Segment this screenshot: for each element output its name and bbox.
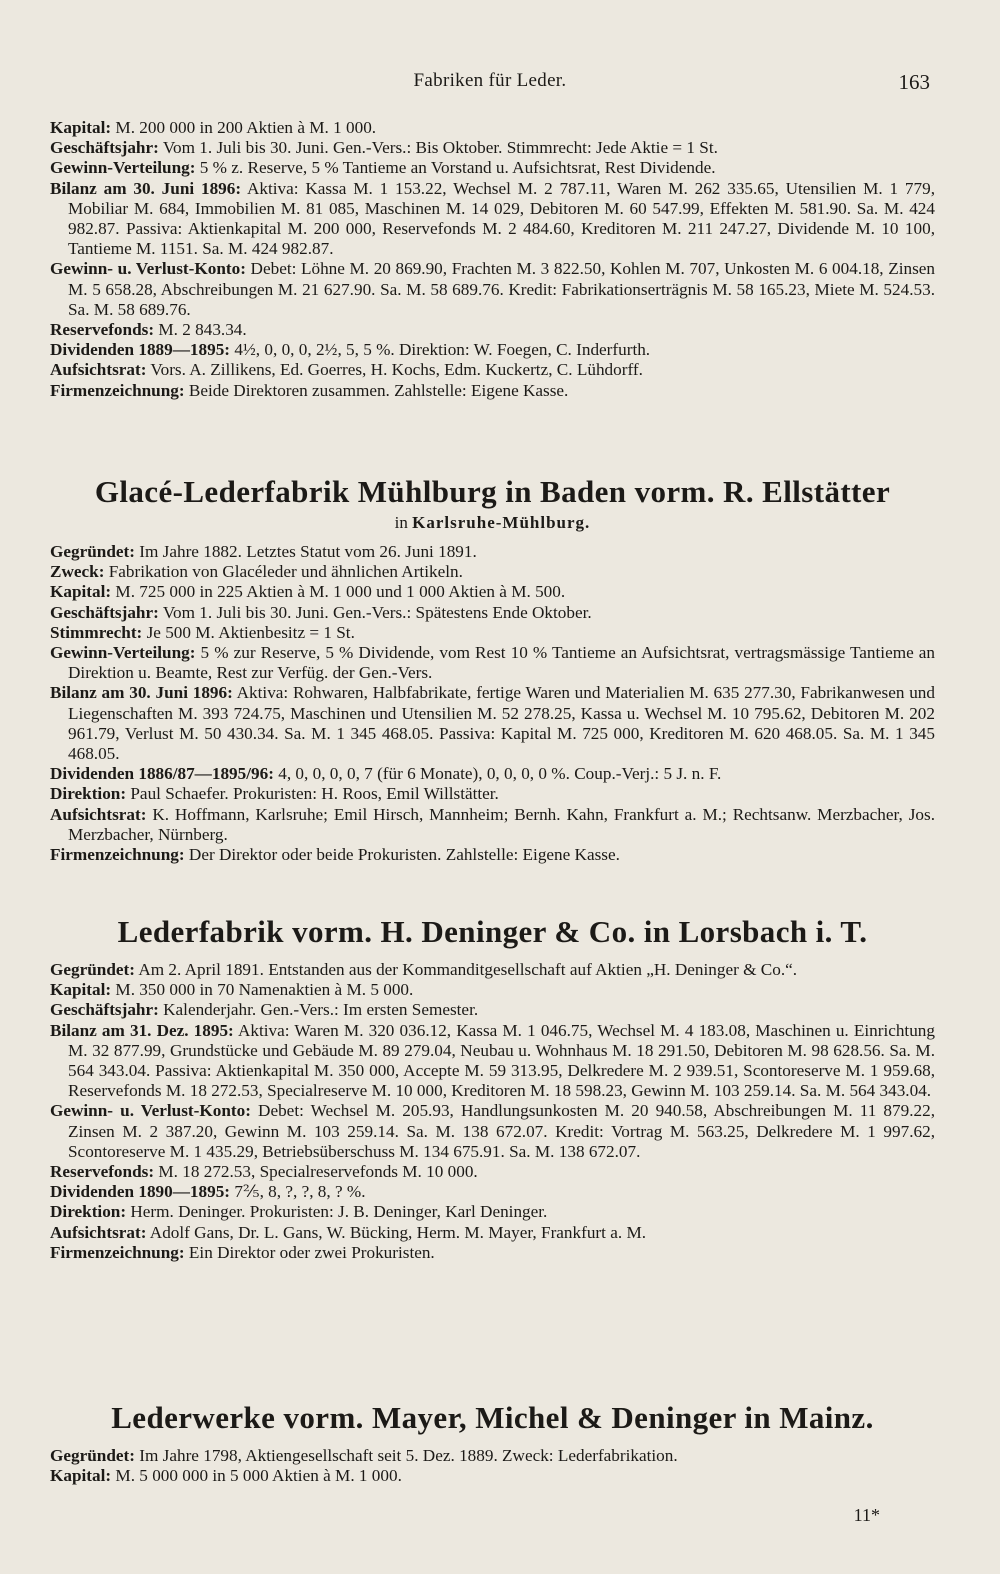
entry-text: Herm. Deninger. Prokuristen: J. B. Deninger, Karl Deninger. xyxy=(126,1202,548,1222)
entry-text: 4½, 0, 0, 0, 2½, 5, 5 %. Direktion: W. Foegen, C. Inderfurth. xyxy=(230,340,651,360)
entry-label: Bilanz am 31. Dez. 1895: xyxy=(50,1020,234,1040)
entry-label: Direktion: xyxy=(50,1202,127,1222)
entry-text: 5 % zur Reserve, 5 % Dividende, vom Rest 10 % Tantieme an Aufsichtsrat, vertragsmässige Tantieme an Direktion u. Beamte, Rest zur Verfüg. der Gen.-Vers. xyxy=(68,643,935,683)
entry-paragraph xyxy=(50,320,935,340)
entry-paragraph xyxy=(50,259,935,320)
company-location xyxy=(50,513,935,533)
entry-text: Im Jahre 1798, Aktiengesellschaft seit 5. Dez. 1889. Zweck: Lederfabrikation. xyxy=(134,1446,678,1465)
entry-paragraph xyxy=(50,542,935,562)
entry-paragraph xyxy=(50,960,935,980)
entry-paragraph xyxy=(50,1243,935,1263)
company-title: Lederfabrik vorm. H. Deninger & Co. in Lorsbach i. T. xyxy=(117,914,868,949)
entry-text: 5 % z. Reserve, 5 % Tantieme an Vorstand u. Aufsichtsrat, Rest Dividende. xyxy=(195,158,716,178)
entry-text: K. Hoffmann, Karlsruhe; Emil Hirsch, Mannheim; Bernh. Kahn, Frankfurt a. M.; Rechtsanw. Merzbacher, Jos. Merzbacher, Nürnberg. xyxy=(68,804,935,844)
entry-paragraph xyxy=(50,623,935,643)
entry-label: Gegründet: xyxy=(50,542,135,561)
entry-text: Je 500 M. Aktienbesitz = 1 St. xyxy=(142,622,355,642)
entry-paragraph xyxy=(50,138,935,158)
entry-label: Stimmrecht: xyxy=(50,622,143,642)
entry-label: Bilanz am 30. Juni 1896: xyxy=(50,178,242,198)
entry-label: Geschäftsjahr: xyxy=(50,1000,159,1020)
entry-label: Bilanz am 30. Juni 1896: xyxy=(50,683,233,703)
entry-label: Dividenden 1889—1895: xyxy=(50,340,231,360)
entry-paragraph xyxy=(50,582,935,602)
entry-label: Gewinn-Verteilung: xyxy=(50,643,196,663)
entry-paragraph xyxy=(50,643,935,683)
entry-text: M. 5 000 000 in 5 000 Aktien à M. 1 000. xyxy=(111,1466,402,1486)
location-prefix: in xyxy=(394,513,408,532)
entry-paragraph xyxy=(50,1223,935,1243)
location-name: Karlsruhe-Mühlburg. xyxy=(412,513,591,532)
running-title: Fabriken für Leder. xyxy=(413,70,567,91)
entry-paragraph xyxy=(50,381,935,401)
entry-label: Direktion: xyxy=(50,784,127,804)
entry-text: M. 18 272.53, Specialreservefonds M. 10 000. xyxy=(154,1162,478,1182)
entry-paragraph xyxy=(50,179,935,260)
entry-label: Reservefonds: xyxy=(50,320,155,340)
entry-text: Paul Schaefer. Prokuristen: H. Roos, Emil Willstätter. xyxy=(126,784,499,804)
entry-text: Im Jahre 1882. Letztes Statut vom 26. Juni 1891. xyxy=(134,542,477,561)
entry-label: Gewinn- u. Verlust-Konto: xyxy=(50,259,246,279)
entry-paragraph xyxy=(50,360,935,380)
entry-text: M. 2 843.34. xyxy=(154,320,247,340)
entry-label: Kapital: xyxy=(50,1466,112,1486)
entry-text: Der Direktor oder beide Prokuristen. Zahlstelle: Eigene Kasse. xyxy=(184,845,620,865)
entry-paragraph xyxy=(50,1101,935,1162)
entry-paragraph xyxy=(50,1466,935,1486)
entry-label: Geschäftsjahr: xyxy=(50,602,159,622)
entry-label: Firmenzeichnung: xyxy=(50,380,185,400)
entry-text: Aktiva: Waren M. 320 036.12, Kassa M. 1 046.75, Wechsel M. 4 183.08, Maschinen u. Einrichtung M. 32 877.99, Grundstücke und Gebäude M. 89 279.04, Neubau u. Wohnhaus M. 18 291.50, Debitoren M. 98 628.56. Sa. M. 564 343.04. Passiva: Aktienkapital M. 350 000, Accepte M. 59 313.95, Delkredere M. 2 939.51, Scontoreserve M. 1 959.68, Reservefonds M. 18 272.53, Specialreserve M. 10 000, Kreditoren M. 18 598.23, Gewinn M. 103 259.14. Sa. M. 564 343.04. xyxy=(68,1020,935,1101)
entry-paragraph xyxy=(50,603,935,623)
page-number: 163 xyxy=(898,70,930,94)
entry-paragraph xyxy=(50,118,935,138)
entry-paragraph xyxy=(50,805,935,845)
entry-label: Kapital: xyxy=(50,118,112,137)
entry-text: 4, 0, 0, 0, 0, 7 (für 6 Monate), 0, 0, 0, 0 %. Coup.-Verj.: 5 J. n. F. xyxy=(273,764,722,784)
company-title: Glacé-Lederfabrik Mühlburg in Baden vorm. R. Ellstätter xyxy=(94,474,891,509)
entry-label: Dividenden 1886/87—1895/96: xyxy=(50,764,274,784)
entry-label: Zweck: xyxy=(50,562,105,582)
entry-paragraph xyxy=(50,1000,935,1020)
entry-paragraph xyxy=(50,1182,935,1202)
entry-paragraph xyxy=(50,562,935,582)
entry-block-ellstaetter xyxy=(50,542,935,865)
entry-paragraph xyxy=(50,1202,935,1222)
entry-paragraph xyxy=(50,845,935,865)
entry-label: Gewinn- u. Verlust-Konto: xyxy=(50,1101,251,1121)
entry-text: Debet: Wechsel M. 205.93, Handlungsunkosten M. 20 940.58, Abschreibungen M. 11 879.22, Zinsen M. 2 387.20, Gewinn M. 103 259.14. Sa. M. 138 672.07. Kredit: Vortrag M. 563.25, Delkredere M. 1 997.62, Scontoreserve M. 1 435.29, Betriebsüberschuss M. 134 675.91. Sa. M. 138 672.07. xyxy=(68,1101,935,1161)
entry-paragraph xyxy=(50,683,935,764)
entry-block-continued xyxy=(50,118,935,401)
entry-label: Dividenden 1890—1895: xyxy=(50,1182,231,1202)
entry-text: Kalenderjahr. Gen.-Vers.: Im ersten Semester. xyxy=(158,1000,479,1020)
entry-label: Aufsichtsrat: xyxy=(50,1222,147,1242)
entry-text: Ein Direktor oder zwei Prokuristen. xyxy=(184,1242,435,1262)
entry-text: M. 725 000 in 225 Aktien à M. 1 000 und 1 000 Aktien à M. 500. xyxy=(111,582,566,602)
page-header xyxy=(50,70,930,100)
entry-paragraph xyxy=(50,1021,935,1102)
sheet-signature: 11* xyxy=(853,1505,880,1525)
entry-text: Aktiva: Rohwaren, Halbfabrikate, fertige Waren und Materialien M. 635 277.30, Fabrikanwesen und Liegenschaften M. 393 724.75, Maschinen und Utensilien M. 52 278.25, Kassa u. Wechsel M. 10 795.62, Debitoren M. 202 961.79, Verlust M. 50 430.34. Sa. M. 1 345 468.05. Passiva: Kapital M. 725 000, Kreditoren M. 620 468.05. Sa. M. 1 345 468.05. xyxy=(68,683,935,764)
entry-label: Geschäftsjahr: xyxy=(50,138,159,158)
entry-block-mainz xyxy=(50,1446,935,1486)
entry-text: Am 2. April 1891. Entstanden aus der Kommanditgesellschaft auf Aktien „H. Deninger & Co.“. xyxy=(134,960,798,979)
entry-label: Kapital: xyxy=(50,980,112,1000)
entry-paragraph xyxy=(50,1162,935,1182)
company-title: Lederwerke vorm. Mayer, Michel & Deninger in Mainz. xyxy=(111,1400,874,1435)
entry-text: 7⅖, 8, ?, ?, 8, ? %. xyxy=(230,1182,366,1202)
entry-paragraph xyxy=(50,1446,935,1466)
entry-text: M. 200 000 in 200 Aktien à M. 1 000. xyxy=(111,118,377,137)
entry-paragraph xyxy=(50,784,935,804)
entry-label: Reservefonds: xyxy=(50,1162,155,1182)
entry-text: Adolf Gans, Dr. L. Gans, W. Bücking, Herm. M. Mayer, Frankfurt a. M. xyxy=(146,1222,647,1242)
entry-paragraph xyxy=(50,980,935,1000)
entry-text: Fabrikation von Glacéleder und ähnlichen Artikeln. xyxy=(104,562,463,582)
entry-text: Aktiva: Kassa M. 1 153.22, Wechsel M. 2 787.11, Waren M. 262 335.65, Utensilien M. 1 779, Mobiliar M. 684, Immobilien M. 81 085, Maschinen M. 14 029, Debitoren M. 60 547.99, Effekten M. 581.90. Sa. M. 424 982.87. Passiva: Aktienkapital M. 200 000, Reservefonds M. 2 484.60, Kreditoren M. 211 247.27, Dividende M. 10 100, Tantieme M. 1151. Sa. M. 424 982.87. xyxy=(68,178,935,259)
entry-label: Firmenzeichnung: xyxy=(50,845,185,865)
entry-paragraph xyxy=(50,764,935,784)
entry-label: Gegründet: xyxy=(50,960,135,979)
entry-label: Gegründet: xyxy=(50,1446,135,1465)
entry-label: Firmenzeichnung: xyxy=(50,1242,185,1262)
entry-block-deninger xyxy=(50,960,935,1263)
entry-text: Vom 1. Juli bis 30. Juni. Gen.-Vers.: Bis Oktober. Stimmrecht: Jede Aktie = 1 St. xyxy=(158,138,718,158)
entry-text: M. 350 000 in 70 Namenaktien à M. 5 000. xyxy=(111,980,414,1000)
entry-text: Vom 1. Juli bis 30. Juni. Gen.-Vers.: Spätestens Ende Oktober. xyxy=(158,602,592,622)
entry-text: Vors. A. Zillikens, Ed. Goerres, H. Kochs, Edm. Kuckertz, C. Lühdorff. xyxy=(146,360,643,380)
entry-label: Gewinn-Verteilung: xyxy=(50,158,196,178)
entry-paragraph xyxy=(50,340,935,360)
entry-text: Beide Direktoren zusammen. Zahlstelle: Eigene Kasse. xyxy=(184,380,569,400)
entry-label: Kapital: xyxy=(50,582,112,602)
entry-text: Debet: Löhne M. 20 869.90, Frachten M. 3 822.50, Kohlen M. 707, Unkosten M. 6 004.18, Zinsen M. 5 658.28, Abschreibungen M. 21 627.90. Sa. M. 58 689.76. Kredit: Fabrikationserträgnis M. 58 165.23, Miete M. 524.53. Sa. M. 58 689.76. xyxy=(68,259,935,319)
entry-paragraph xyxy=(50,158,935,178)
entry-label: Aufsichtsrat: xyxy=(50,360,147,380)
entry-label: Aufsichtsrat: xyxy=(50,804,147,824)
